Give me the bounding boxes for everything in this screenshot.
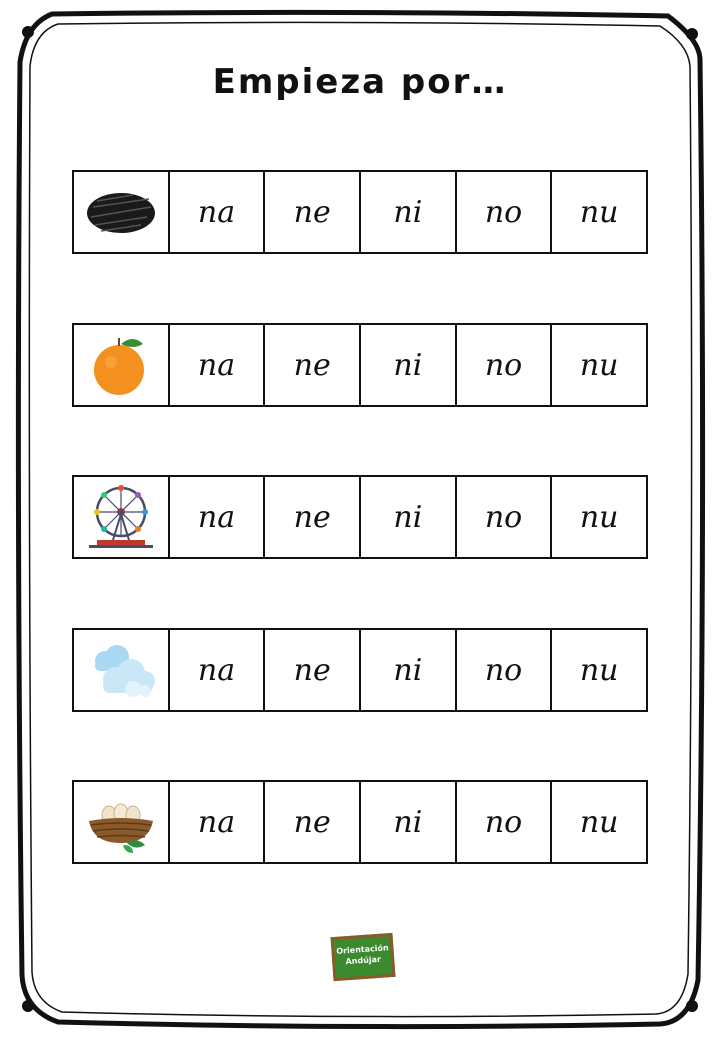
syllable-cell[interactable]: na: [170, 782, 266, 862]
nest-icon: [74, 782, 170, 862]
syllable-cell[interactable]: no: [457, 325, 553, 405]
syllable-row: [72, 628, 648, 712]
syllable-cell[interactable]: ne: [265, 172, 361, 252]
syllable-cell[interactable]: nu: [579, 194, 619, 230]
scribble-icon: [74, 172, 170, 252]
syllable-cell[interactable]: na: [170, 325, 266, 405]
syllable-cell[interactable]: ni: [361, 782, 457, 862]
syllable-row: [72, 475, 648, 559]
syllable-cell[interactable]: na: [170, 477, 266, 557]
syllable-cell[interactable]: ni: [361, 325, 457, 405]
syllable-row: [72, 170, 648, 254]
logo-line-2: Andújar: [345, 954, 382, 967]
cloud-icon: [74, 630, 170, 710]
syllable-cell[interactable]: no: [457, 172, 553, 252]
syllable-cell[interactable]: no: [457, 630, 553, 710]
syllable-cell[interactable]: ni: [361, 477, 457, 557]
syllable-row: [72, 323, 648, 407]
syllable-cell[interactable]: ne: [265, 630, 361, 710]
syllable-cell[interactable]: nu: [579, 499, 619, 535]
orange-icon: [74, 325, 170, 405]
orientacion-andujar-logo: [330, 935, 396, 981]
syllable-cell[interactable]: nu: [579, 347, 619, 383]
chalkboard-icon: [331, 933, 396, 981]
ferris-wheel-icon: [74, 477, 170, 557]
syllable-cell[interactable]: no: [457, 782, 553, 862]
syllable-cell[interactable]: na: [170, 172, 266, 252]
syllable-cell[interactable]: ne: [265, 782, 361, 862]
syllable-cell[interactable]: no: [457, 477, 553, 557]
syllable-cell[interactable]: nu: [579, 652, 619, 688]
syllable-cell[interactable]: nu: [579, 804, 619, 840]
syllable-cell[interactable]: ni: [361, 630, 457, 710]
syllable-cell[interactable]: ne: [265, 325, 361, 405]
syllable-cell[interactable]: ne: [265, 477, 361, 557]
syllable-row: [72, 780, 648, 864]
syllable-cell[interactable]: na: [170, 630, 266, 710]
page-title: Empieza por…: [212, 62, 508, 102]
logo-line-1: Orientación: [335, 943, 389, 956]
syllable-cell[interactable]: ni: [361, 172, 457, 252]
